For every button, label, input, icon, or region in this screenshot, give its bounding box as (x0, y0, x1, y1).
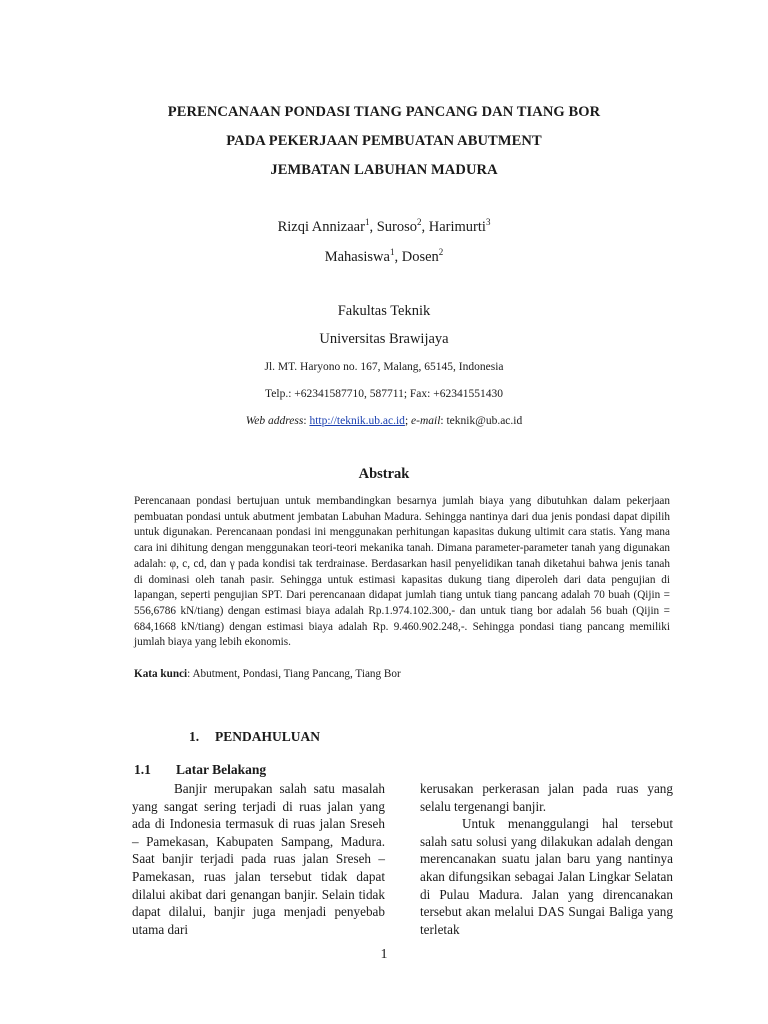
section-number: 1. (189, 729, 200, 744)
keywords-label: Kata kunci (134, 668, 188, 680)
phone-fax: Telp.: +62341587710, 587711; Fax: +62341551430 (265, 388, 503, 400)
subsection-title: Latar Belakang (176, 762, 267, 777)
web-link[interactable]: http://teknik.ub.ac.id (309, 415, 405, 427)
address: Jl. MT. Haryono no. 167, Malang, 65145, Indonesia (264, 361, 504, 373)
author-1-sup: 1 (364, 217, 370, 227)
section-heading (189, 729, 320, 745)
web-label: Web address (245, 415, 304, 427)
keywords-text: Abutment, Pondasi, Tiang Pancang, Tiang Bor (192, 668, 401, 680)
email-address: teknik@ub.ac.id (446, 415, 523, 427)
author-2-sup: 2 (417, 217, 422, 227)
abstract-text: Perencanaan pondasi bertujuan untuk membandingkan besarnya jumlah biaya yang dibutuhkan dalam pekerjaan pembuatan pondasi untuk abutment jembatan Labuhan Madura. Sehingga nantinya dari dua jenis pondasi dapat dipilih untuk digunakan. Perencanaan pondasi ini menggunakan perhitungan kapasitas dukung ultimit cara statis. Yang mana cara ini dihitung dengan menggunakan teori-teori mekanika tanah. Dimana parameter-parameter tanah yang digunakan adalah: φ, c, cd, dan γ pada kondisi tak terdrainase. Berdasarkan hasil penyelidikan tanah diketahui bahwa jenis tanah di dominasi oleh tanah pasir. Sehingga untuk estimasi kapasitas dukung tiang diperoleh dari data pengujian di lapangan, seperti pengujian SPT. Dari perencanaan didapat jumlah tiang untuk tiang pancang adalah 70 buah (Qijin = 556,6786 kN/tiang) dengan estimasi biaya adalah Rp.1.974.102.300,- dan untuk tiang bor adalah 56 buah (Qijin = 684,1668 kN/tiang) dengan estimasi biaya adalah Rp. 9.460.902.248,-. Sehingga pondasi tiang pancang memiliki jumlah biaya yang lebih ekonomis. (134, 495, 670, 649)
role-2: Dosen (401, 248, 439, 265)
body-column-right (420, 780, 673, 938)
role-1-sup: 1 (389, 247, 395, 257)
subsection-heading (134, 762, 266, 778)
role-1: Mahasiswa (324, 248, 390, 265)
university: Universitas Brawijaya (319, 331, 449, 347)
section-title: PENDAHULUAN (215, 729, 321, 744)
paragraph: kerusakan perkerasan jalan pada ruas yang selalu tergenangi banjir. (420, 781, 673, 814)
web-email-line: Web address: http://teknik.ub.ac.id; e-mail: teknik@ub.ac.id (245, 415, 523, 427)
title-line-1: PERENCANAAN PONDASI TIANG PANCANG DAN TIANG BOR (167, 104, 601, 120)
page-number: 1 (380, 947, 388, 962)
subsection-number: 1.1 (134, 762, 151, 777)
author-1: Rizqi Annizaar (277, 218, 365, 235)
title-line-3: JEMBATAN LABUHAN MADURA (270, 162, 498, 178)
role-2-sup: 2 (438, 247, 444, 257)
keywords: Kata kunci: Abutment, Pondasi, Tiang Pancang, Tiang Bor (134, 668, 401, 680)
author-3: Harimurti (428, 218, 486, 235)
author-roles: Mahasiswa$^1$, Dosen$^2$ (324, 247, 444, 265)
paragraph: Untuk menanggulangi hal tersebut salah satu solusi yang dilakukan adalah dengan merencanakan suatu jalan baru yang nantinya akan difungsikan sebagai Jalan Lingkar Selatan di Pulau Madura. Jalan yang direncanakan tersebut akan melalui DAS Sungai Baliga yang terletak (420, 816, 673, 937)
paragraph: Banjir merupakan salah satu masalah yang sangat sering terjadi di ruas jalan yang ada di Indonesia termasuk di ruas jalan Sreseh – Pamekasan, Kabupaten Sampang, Madura. Saat banjir terjadi pada ruas jalan Sreseh – Pamekasan, ruas jalan tersebut tidak dapat dilalui akibat dari genangan banjir. Selain tidak dapat dilalui, banjir juga menjadi penyebab utama dari (132, 781, 385, 937)
body-column-left (132, 780, 385, 938)
author-3-sup: 3 (485, 217, 491, 227)
faculty: Fakultas Teknik (337, 303, 431, 319)
author-line: Rizqi Annizaar$^1$, Suroso$^2$, Harimurti$^3$ (277, 217, 491, 235)
author-2: Suroso (376, 218, 417, 235)
abstract-heading: Abstrak (358, 466, 410, 482)
title-line-2: PADA PEKERJAAN PEMBUATAN ABUTMENT (226, 133, 542, 149)
email-label: e-mail (411, 415, 441, 427)
